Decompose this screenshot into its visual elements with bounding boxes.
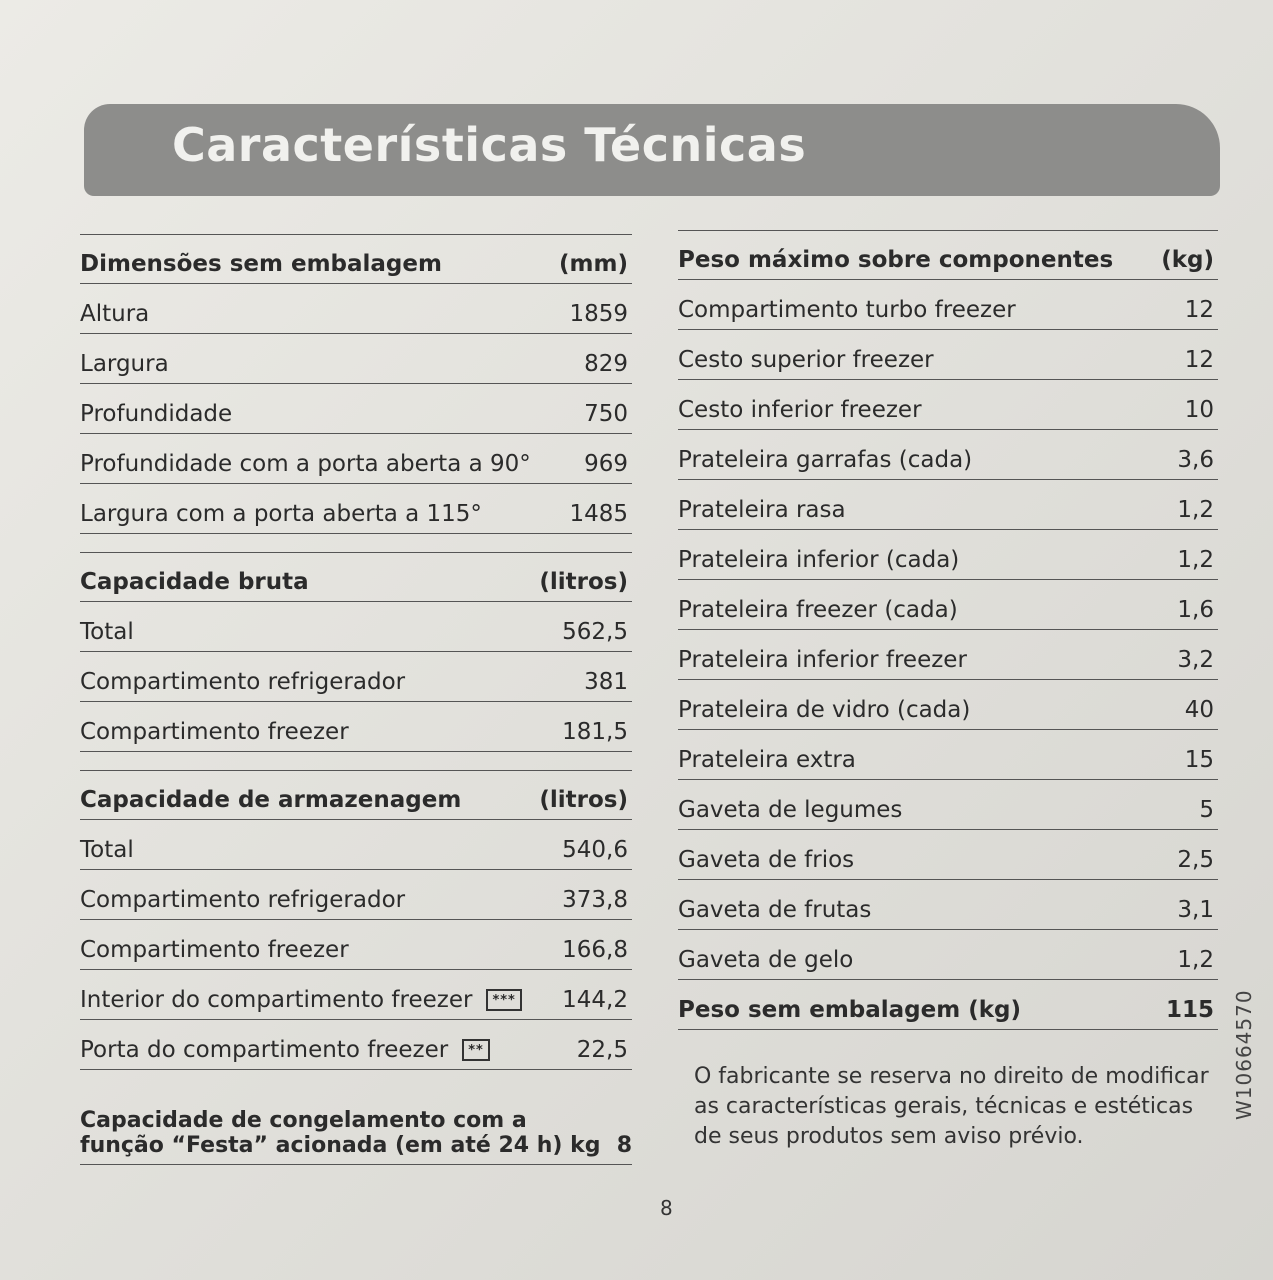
row-value: 2,5 xyxy=(1177,847,1214,873)
table-row xyxy=(678,780,1218,830)
row-value: 181,5 xyxy=(562,719,628,745)
table-row xyxy=(80,602,632,652)
total-weight-row xyxy=(678,980,1218,1030)
row-label: Gaveta de frutas xyxy=(678,897,872,923)
freezing-line-2: função “Festa” acionada (em até 24 h) kg xyxy=(80,1133,601,1158)
table-row xyxy=(80,284,632,334)
row-value: 22,5 xyxy=(576,1037,628,1063)
row-value: 750 xyxy=(584,401,628,427)
row-label: Prateleira inferior freezer xyxy=(678,647,967,673)
table-row xyxy=(678,280,1218,330)
freezing-value: 8 xyxy=(616,1133,632,1158)
row-label: Total xyxy=(80,619,134,645)
row-value: 10 xyxy=(1184,397,1214,423)
row-value: 1485 xyxy=(569,501,628,527)
row-label: Compartimento freezer xyxy=(80,937,349,963)
row-label: Gaveta de gelo xyxy=(678,947,854,973)
dimensions-unit: (mm) xyxy=(559,251,628,277)
row-value: 381 xyxy=(584,669,628,695)
page-title: Características Técnicas xyxy=(172,118,807,172)
table-row xyxy=(678,530,1218,580)
table-row xyxy=(80,384,632,434)
table-row xyxy=(80,434,632,484)
gross-capacity-title: Capacidade bruta xyxy=(80,569,309,595)
table-row xyxy=(678,330,1218,380)
table-row xyxy=(678,480,1218,530)
row-label: Compartimento refrigerador xyxy=(80,887,406,913)
table-row xyxy=(678,730,1218,780)
dimensions-header xyxy=(80,234,632,284)
row-value: 1,2 xyxy=(1177,497,1214,523)
freezing-line-1: Capacidade de congelamento com a xyxy=(80,1108,527,1133)
page-number: 8 xyxy=(660,1196,673,1220)
table-row xyxy=(678,830,1218,880)
row-value: 969 xyxy=(584,451,628,477)
row-value: 1859 xyxy=(569,301,628,327)
row-label: Total xyxy=(80,837,134,863)
row-label: Cesto superior freezer xyxy=(678,347,934,373)
table-row xyxy=(80,484,632,534)
row-value: 40 xyxy=(1184,697,1214,723)
table-row xyxy=(678,930,1218,980)
row-label: Interior do compartimento freezer xyxy=(80,987,473,1013)
row-value: 5 xyxy=(1199,797,1214,823)
row-label: Prateleira extra xyxy=(678,747,856,773)
storage-capacity-unit: (litros) xyxy=(539,787,628,813)
row-label: Largura com a porta aberta a 115° xyxy=(80,501,482,527)
table-row xyxy=(678,680,1218,730)
row-label: Prateleira inferior (cada) xyxy=(678,547,960,573)
row-label: Altura xyxy=(80,301,150,327)
table-row xyxy=(80,920,632,970)
row-label-group xyxy=(80,1037,490,1063)
row-value: 1,2 xyxy=(1177,547,1214,573)
table-row xyxy=(80,870,632,920)
storage-capacity-header xyxy=(80,770,632,820)
table-row xyxy=(678,430,1218,480)
gross-capacity-header xyxy=(80,552,632,602)
row-label: Gaveta de legumes xyxy=(678,797,903,823)
row-value: 3,2 xyxy=(1177,647,1214,673)
freezing-label xyxy=(80,1108,600,1158)
title-banner xyxy=(84,104,1220,196)
dimensions-title: Dimensões sem embalagem xyxy=(80,251,442,277)
row-value: 829 xyxy=(584,351,628,377)
total-weight-value: 115 xyxy=(1165,997,1214,1023)
row-value: 15 xyxy=(1184,747,1214,773)
table-row xyxy=(678,880,1218,930)
row-label-group xyxy=(80,987,522,1013)
row-value: 1,2 xyxy=(1177,947,1214,973)
row-value: 144,2 xyxy=(562,987,628,1013)
row-value: 540,6 xyxy=(562,837,628,863)
freezing-capacity xyxy=(80,1108,632,1165)
row-label: Compartimento freezer xyxy=(80,719,349,745)
table-row xyxy=(80,702,632,752)
row-value: 3,6 xyxy=(1177,447,1214,473)
row-label: Profundidade com a porta aberta a 90° xyxy=(80,451,531,477)
row-label: Largura xyxy=(80,351,169,377)
row-label: Porta do compartimento freezer xyxy=(80,1037,449,1063)
left-column xyxy=(80,234,632,1165)
row-label: Cesto inferior freezer xyxy=(678,397,922,423)
row-value: 373,8 xyxy=(562,887,628,913)
row-label: Prateleira de vidro (cada) xyxy=(678,697,971,723)
row-value: 562,5 xyxy=(562,619,628,645)
row-value: 12 xyxy=(1184,297,1214,323)
row-label: Compartimento turbo freezer xyxy=(678,297,1016,323)
storage-capacity-title: Capacidade de armazenagem xyxy=(80,787,462,813)
weights-header xyxy=(678,230,1218,280)
table-row xyxy=(80,1020,632,1070)
row-label: Gaveta de frios xyxy=(678,847,855,873)
row-label: Compartimento refrigerador xyxy=(80,669,406,695)
table-row xyxy=(678,630,1218,680)
table-row xyxy=(80,334,632,384)
table-row xyxy=(80,970,632,1020)
table-row xyxy=(678,580,1218,630)
table-row xyxy=(678,380,1218,430)
total-weight-label: Peso sem embalagem (kg) xyxy=(678,997,1021,1023)
table-row xyxy=(80,652,632,702)
two-star-freezer-icon: ** xyxy=(462,1039,490,1061)
row-label: Prateleira garrafas (cada) xyxy=(678,447,973,473)
right-column xyxy=(678,230,1218,1030)
document-code: W10664570 xyxy=(1232,989,1256,1120)
row-label: Profundidade xyxy=(80,401,233,427)
row-value: 12 xyxy=(1184,347,1214,373)
table-row xyxy=(80,820,632,870)
gross-capacity-unit: (litros) xyxy=(539,569,628,595)
row-value: 3,1 xyxy=(1177,897,1214,923)
disclaimer-note: O fabricante se reserva no direito de modificar as características gerais, técnicas e estéticas de seus produtos sem aviso prévio. xyxy=(694,1064,1209,1149)
three-star-freezer-icon: *** xyxy=(486,989,521,1011)
row-value: 1,6 xyxy=(1177,597,1214,623)
row-label: Prateleira freezer (cada) xyxy=(678,597,958,623)
row-value: 166,8 xyxy=(562,937,628,963)
weights-title: Peso máximo sobre componentes xyxy=(678,247,1114,273)
row-label: Prateleira rasa xyxy=(678,497,846,523)
weights-unit: (kg) xyxy=(1161,247,1214,273)
